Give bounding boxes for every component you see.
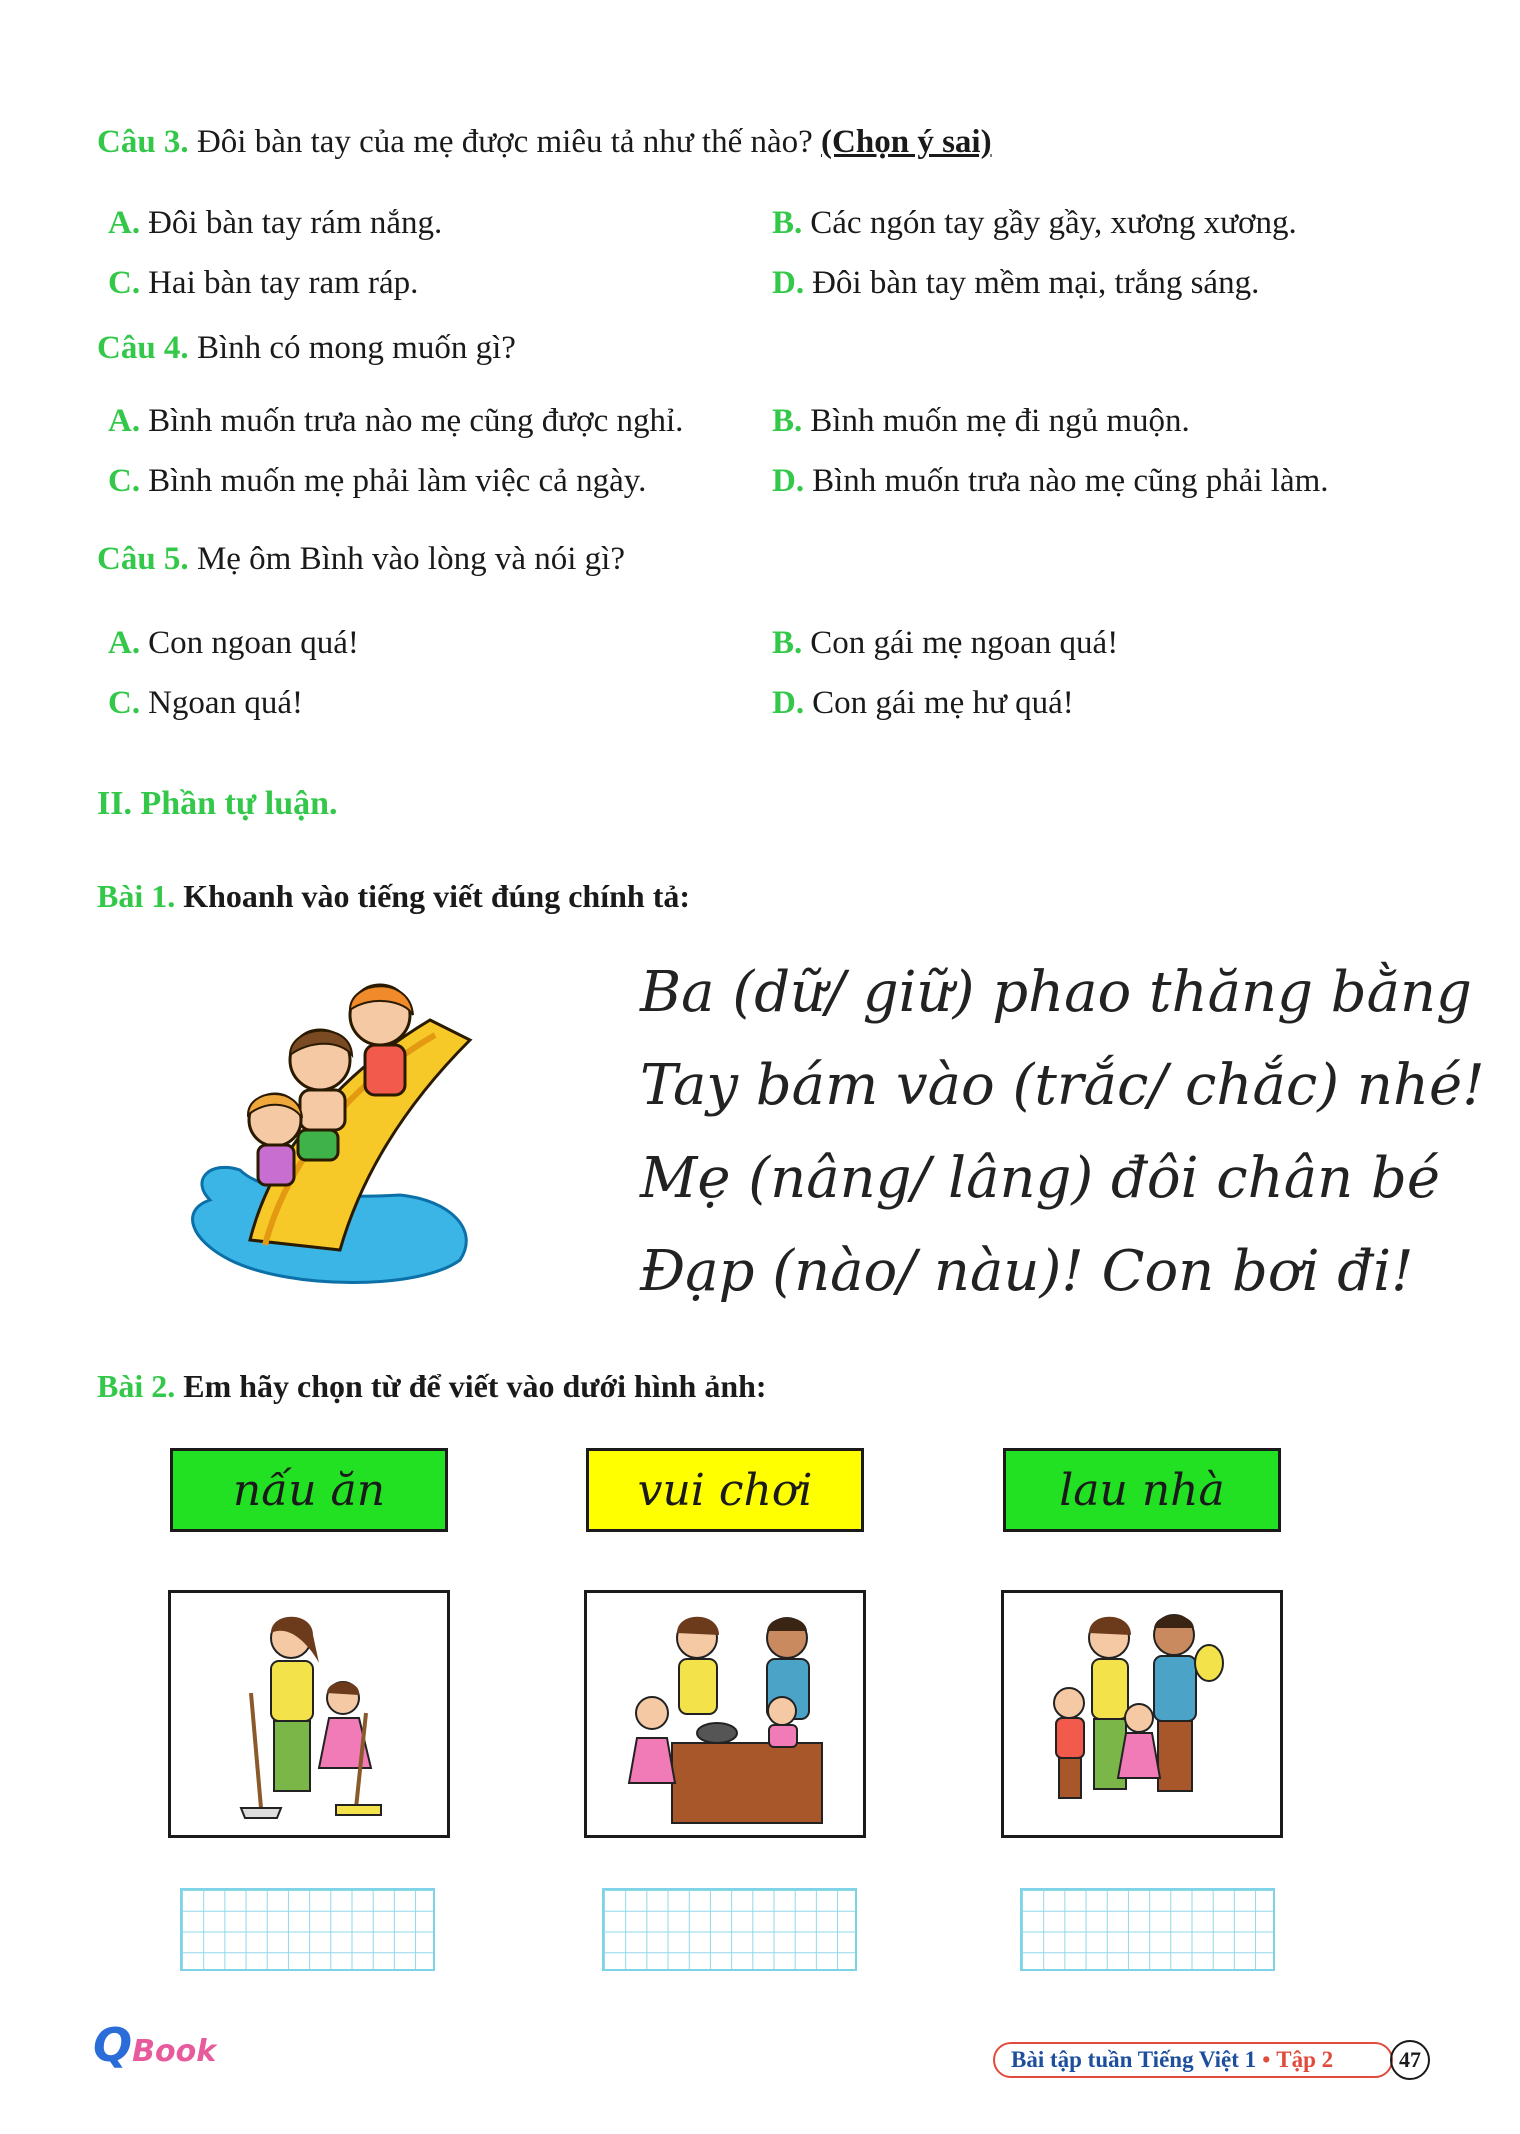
picture-mopping: [168, 1590, 450, 1838]
question-text: Bình có mong muốn gì?: [196, 330, 516, 366]
option-key: C.: [108, 463, 141, 499]
question-label: Câu 4.: [97, 330, 189, 366]
option-4c[interactable]: [108, 463, 646, 500]
option-text: Hai bàn tay ram ráp.: [148, 265, 419, 301]
option-5c[interactable]: [108, 685, 303, 722]
exercise-label: Bài 2.: [97, 1368, 176, 1404]
option-key: B.: [772, 403, 803, 439]
option-text: Con ngoan quá!: [148, 625, 359, 661]
exercise-text: Em hãy chọn từ để viết vào dưới hình ảnh:: [183, 1368, 767, 1404]
question-text: Đôi bàn tay của mẹ được miêu tả như thế nào?: [196, 124, 813, 160]
option-key: D.: [772, 685, 805, 721]
question-4: [97, 330, 516, 367]
word-box-lau-nha[interactable]: lau nhà: [1003, 1448, 1281, 1532]
writing-grid-3[interactable]: [1020, 1888, 1275, 1971]
option-text: Bình muốn mẹ đi ngủ muộn.: [810, 403, 1190, 439]
exercise-1-title: [97, 878, 690, 915]
poem-line-1[interactable]: Ba (dữ/ giữ) phao thăng bằng: [640, 960, 1472, 1025]
option-text: Bình muốn trưa nào mẹ cũng phải làm.: [812, 463, 1329, 499]
poem-line-3[interactable]: Mẹ (nâng/ lâng) đôi chân bé: [640, 1146, 1440, 1211]
question-note: (Chọn ý sai): [821, 124, 992, 160]
option-key: C.: [108, 685, 141, 721]
option-text: Đôi bàn tay mềm mại, trắng sáng.: [812, 265, 1260, 301]
option-5d[interactable]: [772, 685, 1074, 722]
exercise-label: Bài 1.: [97, 878, 176, 914]
question-5: [97, 541, 625, 578]
option-key: B.: [772, 205, 803, 241]
option-key: B.: [772, 625, 803, 661]
option-4b[interactable]: [772, 403, 1190, 440]
option-3c[interactable]: [108, 265, 418, 302]
water-slide-illustration: [170, 960, 500, 1300]
option-text: Ngoan quá!: [148, 685, 303, 721]
option-text: Con gái mẹ hư quá!: [812, 685, 1074, 721]
cooking-illustration: [587, 1593, 863, 1835]
option-text: Bình muốn mẹ phải làm việc cả ngày.: [148, 463, 647, 499]
option-key: A.: [108, 205, 141, 241]
option-3b[interactable]: [772, 205, 1297, 242]
exercise-2-title: [97, 1368, 767, 1405]
picture-cooking: [584, 1590, 866, 1838]
playing-illustration: [1004, 1593, 1280, 1835]
option-3a[interactable]: [108, 205, 442, 242]
page-number: 47: [1390, 2040, 1430, 2080]
question-label: Câu 3.: [97, 124, 189, 160]
bullet-separator: •: [1262, 2047, 1271, 2072]
option-5b[interactable]: [772, 625, 1118, 662]
option-text: Các ngón tay gầy gầy, xương xương.: [810, 205, 1297, 241]
option-text: Bình muốn trưa nào mẹ cũng được nghỉ.: [148, 403, 684, 439]
mopping-illustration: [171, 1593, 447, 1835]
word-box-nau-an[interactable]: nấu ăn: [170, 1448, 448, 1532]
footer-title: [993, 2042, 1393, 2078]
exercise-text: Khoanh vào tiếng viết đúng chính tả:: [183, 878, 690, 914]
book-volume: Tập 2: [1276, 2047, 1334, 2072]
picture-playing: [1001, 1590, 1283, 1838]
writing-grid-2[interactable]: [602, 1888, 857, 1971]
publisher-logo: [93, 2018, 216, 2072]
option-4a[interactable]: [108, 403, 683, 440]
poem-line-4[interactable]: Đạp (nào/ nàu)! Con bơi đi!: [640, 1239, 1414, 1304]
logo-letter: Q: [93, 2018, 133, 2072]
option-3d[interactable]: [772, 265, 1259, 302]
word-box-vui-choi[interactable]: vui chơi: [586, 1448, 864, 1532]
question-3: [97, 124, 992, 161]
logo-text: Book: [132, 2034, 217, 2069]
question-label: Câu 5.: [97, 541, 189, 577]
option-key: D.: [772, 463, 805, 499]
option-text: Con gái mẹ ngoan quá!: [810, 625, 1119, 661]
section-heading: II. Phần tự luận.: [97, 785, 338, 822]
option-key: A.: [108, 625, 141, 661]
option-text: Đôi bàn tay rám nắng.: [148, 205, 443, 241]
writing-grid-1[interactable]: [180, 1888, 435, 1971]
option-5a[interactable]: [108, 625, 359, 662]
option-key: C.: [108, 265, 141, 301]
option-key: A.: [108, 403, 141, 439]
question-text: Mẹ ôm Bình vào lòng và nói gì?: [196, 541, 625, 577]
option-4d[interactable]: [772, 463, 1329, 500]
option-key: D.: [772, 265, 805, 301]
book-title: Bài tập tuần Tiếng Việt 1: [1011, 2047, 1257, 2072]
poem-line-2[interactable]: Tay bám vào (trắc/ chắc) nhé!: [640, 1053, 1485, 1118]
